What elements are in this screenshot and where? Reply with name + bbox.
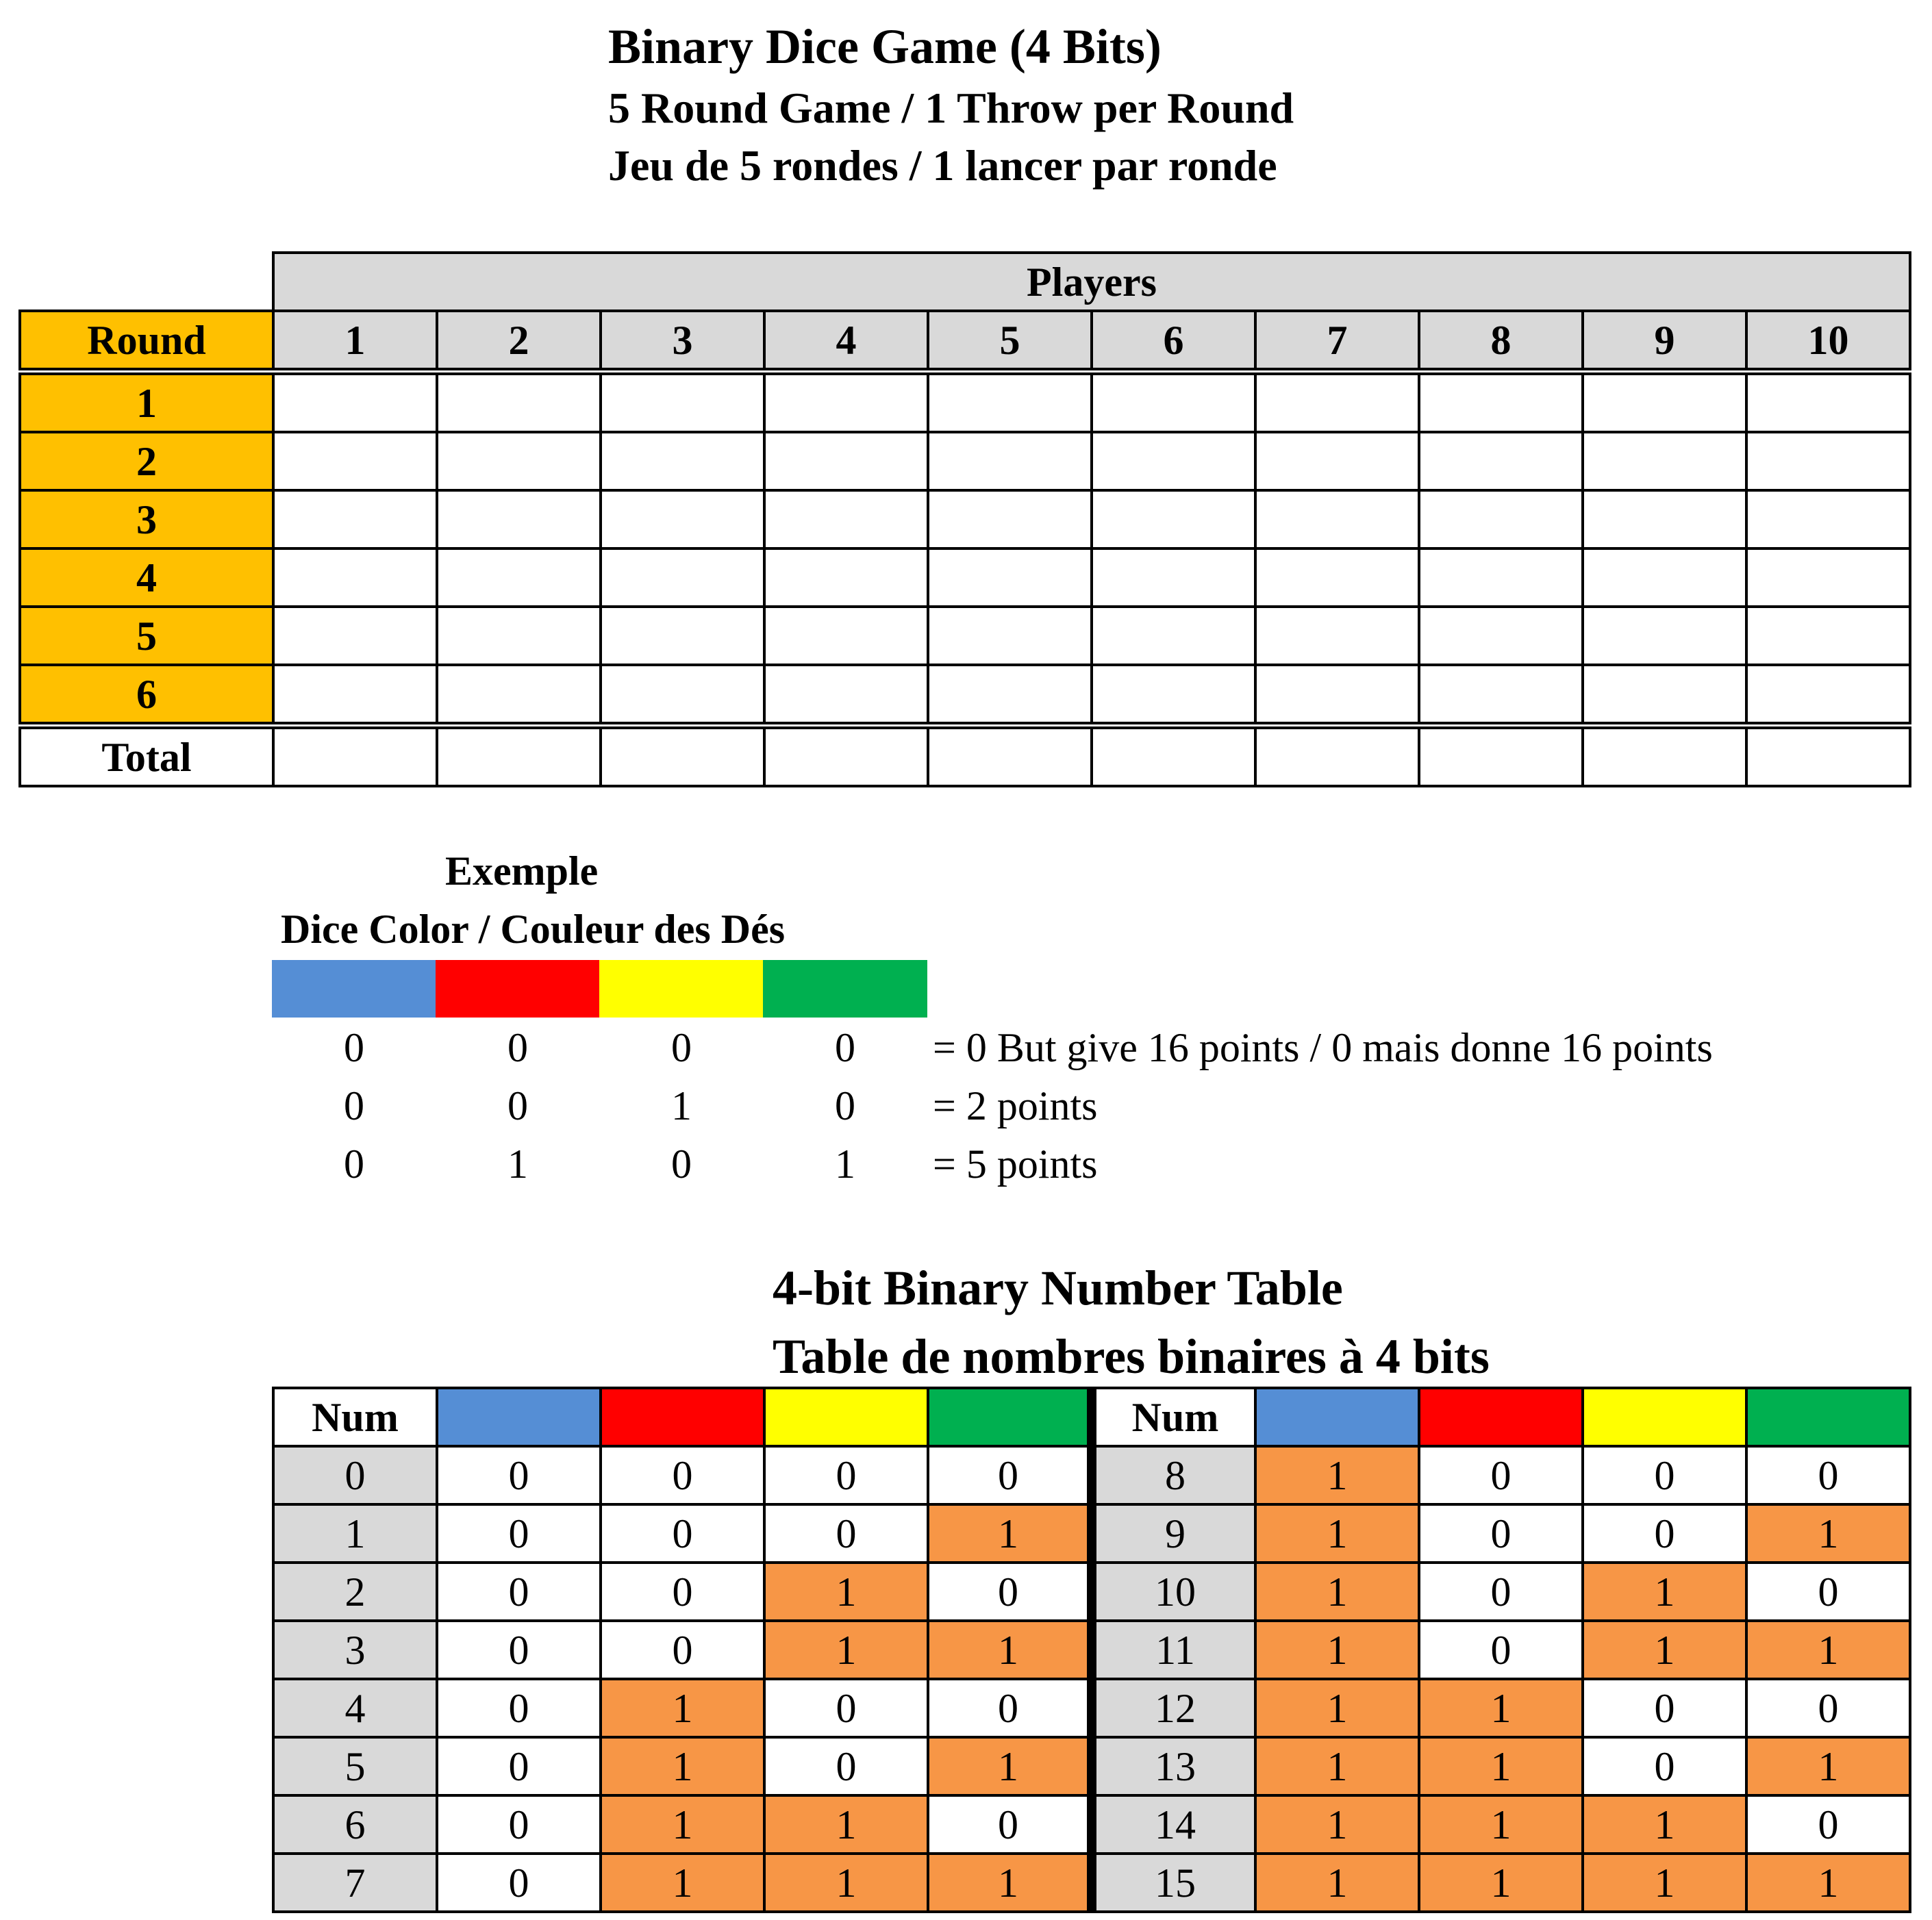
table-row: [273, 1737, 1910, 1795]
player-column-header: 4: [764, 311, 928, 372]
bit-cell: 1: [764, 1854, 928, 1912]
score-table-corner: [20, 253, 273, 311]
player-column-header: 7: [1255, 311, 1419, 372]
score-cell[interactable]: [764, 432, 928, 490]
score-cell[interactable]: [764, 607, 928, 665]
example-bit: 0: [835, 1025, 855, 1070]
round-number: 3: [20, 490, 273, 548]
color-column-header: [928, 1388, 1092, 1446]
bit-cell: 1: [928, 1504, 1092, 1563]
score-cell[interactable]: [1255, 665, 1419, 726]
color-column-header: [601, 1388, 764, 1446]
table-row: [273, 1563, 1910, 1621]
bit-cell: 1: [1419, 1854, 1583, 1912]
score-cell[interactable]: [1419, 490, 1583, 548]
round-row: [20, 432, 1910, 490]
score-cell[interactable]: [928, 548, 1092, 607]
example-title: Exemple: [445, 848, 599, 894]
bit-cell: 1: [1419, 1679, 1583, 1737]
dice-color-swatch: [272, 960, 436, 1018]
example-result: = 5 points: [933, 1141, 1098, 1187]
num-column-header: Num: [1092, 1388, 1255, 1446]
total-cell[interactable]: [1746, 726, 1910, 787]
bit-cell: 0: [764, 1446, 928, 1504]
player-column-header: 2: [437, 311, 601, 372]
color-column-header: [1419, 1388, 1583, 1446]
score-cell[interactable]: [1092, 432, 1255, 490]
score-cell[interactable]: [1255, 548, 1419, 607]
score-cell[interactable]: [437, 490, 601, 548]
total-cell[interactable]: [437, 726, 601, 787]
score-cell[interactable]: [1746, 490, 1910, 548]
bit-cell: 0: [1746, 1795, 1910, 1854]
bit-cell: 0: [437, 1679, 601, 1737]
bit-cell: 1: [1746, 1504, 1910, 1563]
bit-cell: 1: [928, 1737, 1092, 1795]
bit-cell: 0: [437, 1563, 601, 1621]
bit-cell: 1: [601, 1854, 764, 1912]
table-row: [273, 1446, 1910, 1504]
example-bit: 0: [344, 1083, 364, 1128]
score-cell[interactable]: [1255, 372, 1419, 433]
binary-table-title: 4-bit Binary Number Table: [773, 1261, 1343, 1315]
total-label: Total: [20, 726, 273, 787]
number-cell: 7: [273, 1854, 437, 1912]
score-cell[interactable]: [601, 548, 764, 607]
score-cell[interactable]: [601, 372, 764, 433]
score-cell[interactable]: [1583, 490, 1746, 548]
subtitle-french: Jeu de 5 rondes / 1 lancer par ronde: [608, 141, 1277, 190]
dice-color-swatch: [763, 960, 927, 1018]
bit-cell: 0: [437, 1795, 601, 1854]
total-row: [20, 726, 1910, 787]
score-cell[interactable]: [1419, 607, 1583, 665]
bit-cell: 0: [1583, 1504, 1746, 1563]
bit-cell: 0: [601, 1504, 764, 1563]
score-cell[interactable]: [928, 372, 1092, 433]
bit-cell: 1: [1583, 1621, 1746, 1679]
score-cell[interactable]: [437, 548, 601, 607]
table-row: [273, 1679, 1910, 1737]
round-header: Round: [20, 311, 273, 372]
bit-cell: 0: [1419, 1446, 1583, 1504]
color-column-header: [764, 1388, 928, 1446]
round-row: [20, 607, 1910, 665]
bit-cell: 1: [764, 1563, 928, 1621]
table-row: [273, 1795, 1910, 1854]
score-cell[interactable]: [1419, 548, 1583, 607]
score-cell[interactable]: [601, 432, 764, 490]
example-bit: 1: [671, 1083, 692, 1128]
score-cell[interactable]: [1419, 432, 1583, 490]
bit-cell: 0: [928, 1679, 1092, 1737]
player-column-header: 10: [1746, 311, 1910, 372]
bit-cell: 1: [1746, 1737, 1910, 1795]
score-cell[interactable]: [1746, 665, 1910, 726]
example-bit: 0: [671, 1025, 692, 1070]
score-cell[interactable]: [1092, 490, 1255, 548]
subtitle-english: 5 Round Game / 1 Throw per Round: [608, 84, 1294, 132]
bit-cell: 0: [1419, 1563, 1583, 1621]
example-bit: 0: [671, 1141, 692, 1187]
page-title: Binary Dice Game (4 Bits): [608, 19, 1162, 74]
bit-cell: 0: [764, 1679, 928, 1737]
bit-cell: 1: [764, 1621, 928, 1679]
bit-cell: 1: [1583, 1795, 1746, 1854]
score-cell[interactable]: [601, 490, 764, 548]
score-cell[interactable]: [1583, 548, 1746, 607]
number-cell: 8: [1092, 1446, 1255, 1504]
example-result: = 2 points: [933, 1083, 1098, 1128]
number-cell: 1: [273, 1504, 437, 1563]
score-cell[interactable]: [1583, 665, 1746, 726]
score-cell[interactable]: [1255, 432, 1419, 490]
number-cell: 9: [1092, 1504, 1255, 1563]
binary-table-subtitle: Table de nombres binaires à 4 bits: [773, 1329, 1490, 1384]
number-cell: 13: [1092, 1737, 1255, 1795]
player-column-header: 1: [273, 311, 437, 372]
score-cell[interactable]: [1746, 372, 1910, 433]
example-bit: 0: [507, 1083, 528, 1128]
bit-cell: 1: [1255, 1621, 1419, 1679]
score-cell[interactable]: [928, 607, 1092, 665]
bit-cell: 1: [1255, 1504, 1419, 1563]
table-row: [273, 1621, 1910, 1679]
score-cell[interactable]: [273, 372, 437, 433]
score-cell[interactable]: [437, 607, 601, 665]
bit-cell: 0: [437, 1446, 601, 1504]
bit-cell: 0: [437, 1504, 601, 1563]
dice-color-label: Dice Color / Couleur des Dés: [281, 907, 786, 952]
color-column-header: [437, 1388, 601, 1446]
player-column-header: 3: [601, 311, 764, 372]
bit-cell: 1: [601, 1679, 764, 1737]
color-column-header: [1583, 1388, 1746, 1446]
bit-cell: 0: [437, 1621, 601, 1679]
bit-cell: 0: [928, 1563, 1092, 1621]
score-cell[interactable]: [1092, 665, 1255, 726]
score-cell[interactable]: [437, 432, 601, 490]
score-cell[interactable]: [1746, 432, 1910, 490]
color-column-header: [1255, 1388, 1419, 1446]
score-cell[interactable]: [437, 372, 601, 433]
score-cell[interactable]: [273, 607, 437, 665]
score-cell[interactable]: [1746, 607, 1910, 665]
number-cell: 11: [1092, 1621, 1255, 1679]
example-result: = 0 But give 16 points / 0 mais donne 16 points: [933, 1025, 1713, 1070]
round-number: 6: [20, 665, 273, 726]
player-column-header: 8: [1419, 311, 1583, 372]
bit-cell: 1: [1255, 1854, 1419, 1912]
score-cell[interactable]: [1583, 432, 1746, 490]
bit-cell: 1: [1255, 1737, 1419, 1795]
example-bit: 0: [344, 1141, 364, 1187]
bit-cell: 1: [601, 1737, 764, 1795]
score-cell[interactable]: [437, 665, 601, 726]
bit-cell: 1: [1255, 1563, 1419, 1621]
bit-cell: 0: [1583, 1737, 1746, 1795]
number-cell: 3: [273, 1621, 437, 1679]
number-cell: 2: [273, 1563, 437, 1621]
total-cell[interactable]: [601, 726, 764, 787]
score-cell[interactable]: [764, 665, 928, 726]
bit-cell: 0: [601, 1563, 764, 1621]
bit-cell: 0: [1419, 1621, 1583, 1679]
score-cell[interactable]: [273, 665, 437, 726]
score-cell[interactable]: [1092, 607, 1255, 665]
number-cell: 4: [273, 1679, 437, 1737]
round-number: 4: [20, 548, 273, 607]
bit-cell: 1: [1255, 1795, 1419, 1854]
score-cell[interactable]: [1419, 665, 1583, 726]
player-column-header: 9: [1583, 311, 1746, 372]
bit-cell: 0: [764, 1737, 928, 1795]
round-number: 5: [20, 607, 273, 665]
bit-cell: 1: [1419, 1795, 1583, 1854]
total-cell[interactable]: [1255, 726, 1419, 787]
bit-cell: 0: [1746, 1679, 1910, 1737]
bit-cell: 1: [1255, 1679, 1419, 1737]
total-cell[interactable]: [1583, 726, 1746, 787]
score-cell[interactable]: [764, 490, 928, 548]
bit-cell: 0: [764, 1504, 928, 1563]
bit-cell: 0: [601, 1621, 764, 1679]
table-row: [273, 1854, 1910, 1912]
number-cell: 14: [1092, 1795, 1255, 1854]
number-cell: 10: [1092, 1563, 1255, 1621]
score-cell[interactable]: [764, 548, 928, 607]
round-row: [20, 665, 1910, 726]
dice-color-swatch: [599, 960, 764, 1018]
player-column-header: 5: [928, 311, 1092, 372]
total-cell[interactable]: [1419, 726, 1583, 787]
bit-cell: 0: [1583, 1679, 1746, 1737]
round-row: [20, 372, 1910, 433]
num-column-header: Num: [273, 1388, 437, 1446]
example-bit: 0: [835, 1083, 855, 1128]
bit-cell: 1: [1746, 1621, 1910, 1679]
binary-number-table: [272, 1387, 1911, 1913]
player-column-header: 6: [1092, 311, 1255, 372]
total-cell[interactable]: [1092, 726, 1255, 787]
round-row: [20, 548, 1910, 607]
number-cell: 5: [273, 1737, 437, 1795]
table-row: [273, 1504, 1910, 1563]
score-cell[interactable]: [928, 665, 1092, 726]
bit-cell: 0: [601, 1446, 764, 1504]
example-bit: 1: [507, 1141, 528, 1187]
score-cell[interactable]: [764, 372, 928, 433]
color-column-header: [1746, 1388, 1910, 1446]
score-table: [18, 251, 1911, 787]
score-cell[interactable]: [273, 548, 437, 607]
score-cell[interactable]: [273, 490, 437, 548]
score-cell[interactable]: [1255, 490, 1419, 548]
score-cell[interactable]: [928, 490, 1092, 548]
bit-cell: 0: [437, 1854, 601, 1912]
bit-cell: 0: [1419, 1504, 1583, 1563]
score-cell[interactable]: [1746, 548, 1910, 607]
score-cell[interactable]: [1255, 607, 1419, 665]
example-bit: 0: [344, 1025, 364, 1070]
score-cell[interactable]: [1419, 372, 1583, 433]
players-header: Players: [273, 253, 1910, 311]
score-cell[interactable]: [1092, 372, 1255, 433]
bit-cell: 0: [1746, 1563, 1910, 1621]
total-cell[interactable]: [764, 726, 928, 787]
bit-cell: 0: [1583, 1446, 1746, 1504]
number-cell: 12: [1092, 1679, 1255, 1737]
round-number: 1: [20, 372, 273, 433]
binary-header-row: [273, 1388, 1910, 1446]
score-cell[interactable]: [1583, 372, 1746, 433]
dice-color-swatch: [436, 960, 600, 1018]
number-cell: 15: [1092, 1854, 1255, 1912]
bit-cell: 0: [1746, 1446, 1910, 1504]
bit-cell: 1: [928, 1854, 1092, 1912]
score-cell[interactable]: [1583, 607, 1746, 665]
bit-cell: 1: [1419, 1737, 1583, 1795]
total-cell[interactable]: [928, 726, 1092, 787]
bit-cell: 1: [1583, 1563, 1746, 1621]
number-cell: 0: [273, 1446, 437, 1504]
example-bit: 0: [507, 1025, 528, 1070]
bit-cell: 1: [1255, 1446, 1419, 1504]
score-cell[interactable]: [928, 432, 1092, 490]
example-bit: 1: [835, 1141, 855, 1187]
score-cell[interactable]: [601, 607, 764, 665]
number-cell: 6: [273, 1795, 437, 1854]
bit-cell: 1: [1746, 1854, 1910, 1912]
total-cell[interactable]: [273, 726, 437, 787]
score-cell[interactable]: [273, 432, 437, 490]
round-row: [20, 490, 1910, 548]
score-cell[interactable]: [1092, 548, 1255, 607]
bit-cell: 0: [928, 1446, 1092, 1504]
score-cell[interactable]: [601, 665, 764, 726]
bit-cell: 1: [764, 1795, 928, 1854]
bit-cell: 1: [601, 1795, 764, 1854]
bit-cell: 0: [928, 1795, 1092, 1854]
bit-cell: 1: [1583, 1854, 1746, 1912]
bit-cell: 1: [928, 1621, 1092, 1679]
bit-cell: 0: [437, 1737, 601, 1795]
round-number: 2: [20, 432, 273, 490]
